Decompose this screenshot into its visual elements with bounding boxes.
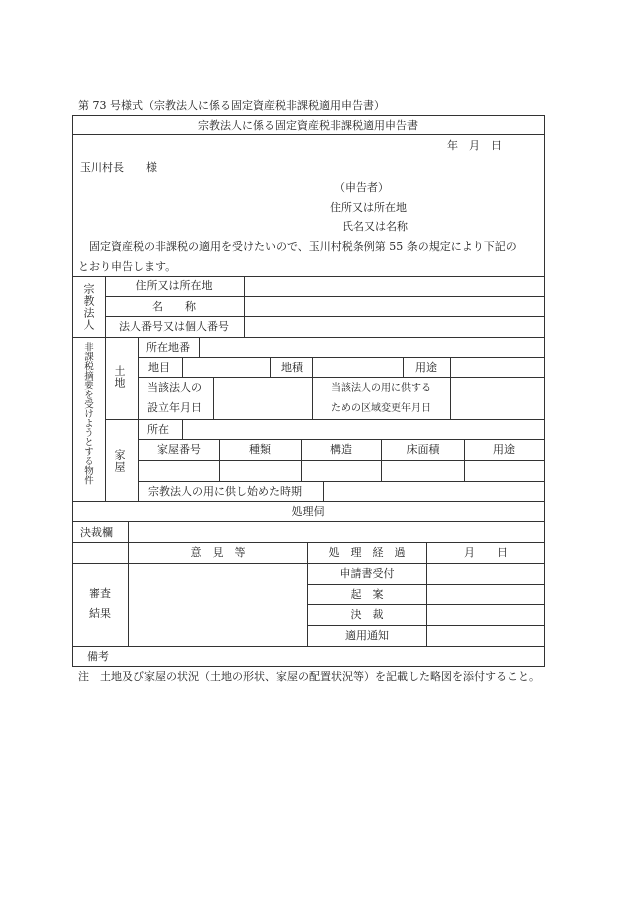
month-day-label: 月 日 [464, 546, 508, 559]
process-label: 処 理 経 過 [328, 546, 406, 559]
start-use-label: 宗教法人の用に供し始めた時期 [148, 485, 302, 498]
est-date-line-1: 当該法人の [147, 381, 202, 394]
land-category-label: 地目 [148, 361, 170, 374]
form-grid-lines [72, 115, 545, 667]
corp-number-label: 法人番号又は個人番号 [119, 320, 229, 333]
corp-heading: 宗教法人 [82, 283, 95, 331]
applicant-address-label: 住所又は所在地 [330, 201, 407, 214]
declaration-line-1: 固定資産税の非課税の適用を受けたいので、玉川村税条例第 55 条の規定により下記の [89, 240, 517, 253]
step-notification: 適用通知 [345, 629, 389, 642]
application-form [72, 115, 545, 667]
land-location-label: 所在地番 [146, 341, 190, 354]
addressee: 玉川村長 様 [80, 161, 157, 174]
remarks-label: 備考 [87, 650, 109, 663]
land-area-label: 地積 [281, 361, 303, 374]
house-col-structure: 構造 [330, 443, 352, 456]
change-date-line-1: 当該法人の用に供する [331, 383, 431, 394]
approval-label: 決裁欄 [80, 526, 113, 539]
house-col-number: 家屋番号 [157, 443, 201, 456]
house-location-label: 所在 [147, 423, 169, 436]
review-label-2: 結果 [89, 607, 111, 620]
opinion-label: 意 見 等 [190, 546, 246, 559]
processing-title: 処理伺 [291, 505, 325, 518]
house-col-type: 種類 [249, 443, 271, 456]
house-heading: 家屋 [113, 449, 126, 473]
form-number: 第 73 号様式（宗教法人に係る固定資産税非課税適用申告書） [78, 99, 385, 112]
land-use-label: 用途 [415, 361, 437, 374]
step-draft: 起 案 [350, 588, 384, 601]
est-date-line-2: 設立年月日 [147, 401, 202, 414]
applicant-name-label: 氏名又は名称 [342, 220, 408, 233]
corp-address-label: 住所又は所在地 [135, 279, 213, 292]
step-decision: 決 裁 [350, 608, 384, 621]
house-col-floor-area: 床面積 [406, 443, 440, 456]
form-title: 宗教法人に係る固定資産税非課税適用申告書 [198, 119, 418, 132]
declaration-line-2: とおり申告します。 [78, 260, 177, 273]
applicant-label: （申告者） [334, 181, 389, 194]
review-label-1: 審査 [89, 587, 111, 600]
change-date-line-2: ための区域変更年月日 [331, 403, 431, 414]
land-heading: 土地 [113, 365, 126, 389]
house-col-use: 用途 [493, 443, 515, 456]
footer-note: 注 土地及び家屋の状況（土地の形状、家屋の配置状況等）を記載した略図を添付すること。 [78, 670, 540, 683]
date-label: 年 月 日 [447, 139, 502, 152]
step-receipt: 申請書受付 [339, 567, 395, 580]
property-heading: 非課税摘要を受けようとする物件 [82, 342, 93, 485]
corp-name-label: 名 称 [152, 300, 196, 313]
